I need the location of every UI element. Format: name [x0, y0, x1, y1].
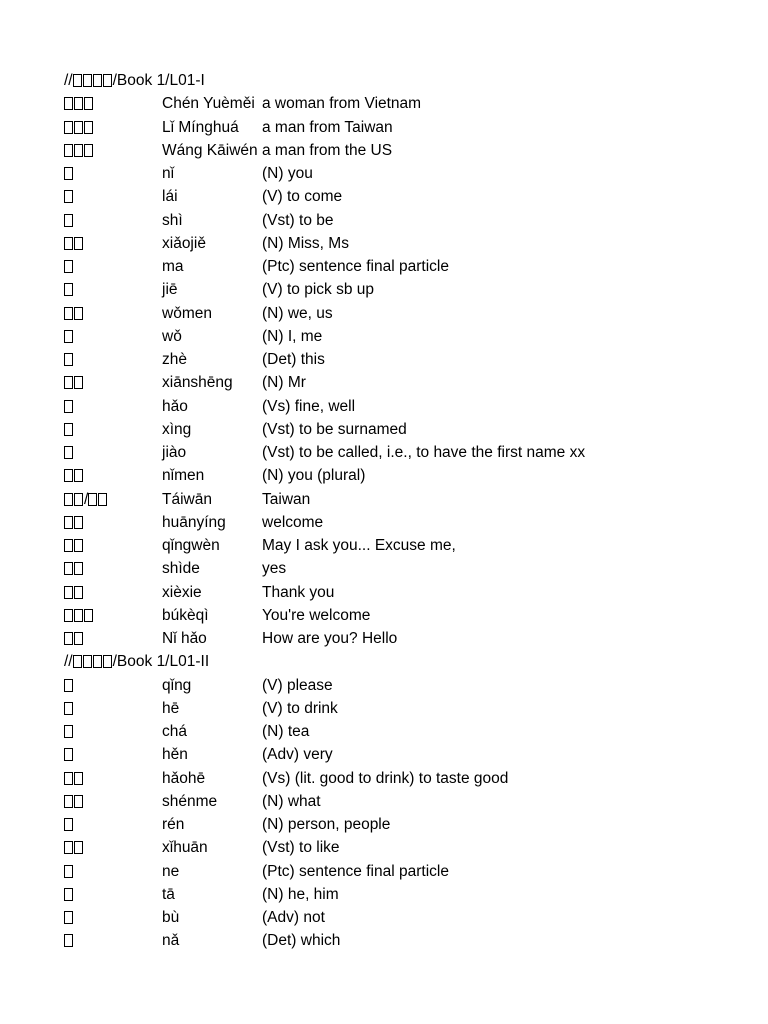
missing-glyph-box	[64, 190, 73, 203]
missing-glyph-box	[64, 493, 73, 506]
vocab-row	[64, 371, 744, 394]
pinyin-cell: Lǐ Mínghuá	[162, 118, 239, 136]
missing-glyph-box	[64, 911, 73, 924]
meaning-cell: (Vs) (lit. good to drink) to taste good	[262, 769, 509, 787]
meaning-cell: (Ptc) sentence final particle	[262, 258, 449, 275]
missing-glyph-box	[64, 353, 73, 366]
hanzi-cell	[64, 209, 74, 232]
meaning-cell: (Det) this	[262, 351, 325, 368]
pinyin-cell: bù	[162, 909, 180, 926]
vocab-row	[64, 488, 744, 511]
section-header	[64, 650, 744, 673]
meaning-cell: (V) to drink	[262, 699, 338, 717]
missing-glyph-box	[64, 865, 73, 878]
vocab-row	[64, 697, 744, 720]
vocab-row	[64, 92, 744, 115]
pinyin-cell: zhè	[162, 351, 187, 368]
vocab-row	[64, 883, 744, 906]
missing-glyph-box	[74, 144, 83, 157]
vocab-row	[64, 441, 744, 464]
hanzi-cell	[64, 534, 84, 557]
vocab-row	[64, 325, 744, 348]
hanzi-cell	[64, 302, 84, 325]
hanzi-cell	[64, 860, 74, 883]
meaning-cell: (N) you	[262, 165, 313, 182]
pinyin-cell: búkèqì	[162, 606, 209, 624]
hanzi-cell	[64, 371, 84, 394]
hanzi-cell	[64, 906, 74, 929]
vocab-row	[64, 674, 744, 697]
section-header-prefix: //	[64, 72, 73, 89]
vocab-row	[64, 720, 744, 743]
vocab-row	[64, 534, 744, 557]
missing-glyph-box	[64, 423, 73, 436]
missing-glyph-box	[98, 493, 107, 506]
missing-glyph-box	[74, 632, 83, 645]
pinyin-cell: xièxie	[162, 583, 202, 601]
hanzi-cell	[64, 697, 74, 720]
hanzi-cell	[64, 441, 74, 464]
missing-glyph-box	[64, 934, 73, 947]
vocab-row	[64, 139, 744, 162]
hanzi-cell	[64, 278, 74, 301]
vocab-row	[64, 302, 744, 325]
hanzi-cell	[64, 139, 94, 162]
missing-glyph-box	[64, 97, 73, 110]
hanzi-cell	[64, 92, 94, 115]
hanzi-cell	[64, 883, 74, 906]
hanzi-cell	[64, 813, 74, 836]
hanzi-cell	[64, 767, 84, 790]
hanzi-cell	[64, 162, 74, 185]
missing-glyph-box	[64, 260, 73, 273]
hanzi-cell	[64, 604, 94, 627]
meaning-cell: a man from the US	[262, 141, 393, 159]
missing-glyph-box	[84, 609, 93, 622]
section-header-prefix: //	[64, 653, 73, 671]
missing-glyph-box	[74, 97, 83, 110]
pinyin-cell: rén	[162, 816, 185, 833]
meaning-cell: (Vs) fine, well	[262, 397, 356, 415]
vocab-row	[64, 743, 744, 766]
vocab-row	[64, 813, 744, 836]
missing-glyph-box	[74, 795, 83, 808]
meaning-cell: (Det) which	[262, 932, 341, 950]
meaning-cell: (Vst) to be surnamed	[262, 420, 407, 438]
meaning-cell: (Vst) to like	[262, 839, 340, 857]
meaning-cell: (N) we, us	[262, 304, 333, 322]
vocab-row	[64, 627, 744, 650]
vocabulary-page	[64, 69, 744, 953]
hanzi-cell	[64, 116, 94, 139]
pinyin-cell: hǎo	[162, 397, 188, 415]
hanzi-cell	[64, 511, 84, 534]
pinyin-cell: jiào	[162, 444, 187, 461]
pinyin-cell: ma	[162, 258, 184, 275]
missing-glyph-box	[64, 539, 73, 552]
pinyin-cell: hē	[162, 699, 180, 717]
pinyin-cell: Táiwān	[162, 490, 212, 508]
missing-glyph-box	[64, 586, 73, 599]
meaning-cell: a woman from Vietnam	[262, 95, 422, 113]
missing-glyph-box	[64, 679, 73, 692]
hanzi-cell	[64, 720, 74, 743]
missing-glyph-box	[74, 376, 83, 389]
missing-glyph-box	[64, 702, 73, 715]
pinyin-cell: qǐng	[162, 676, 192, 694]
meaning-cell: (Ptc) sentence final particle	[262, 862, 449, 880]
vocab-row	[64, 278, 744, 301]
hanzi-cell	[64, 488, 108, 511]
missing-glyph-box	[93, 74, 102, 87]
pinyin-cell: Nǐ hǎo	[162, 630, 207, 647]
meaning-cell: You're welcome	[262, 606, 371, 624]
pinyin-cell: nǎ	[162, 932, 180, 950]
missing-glyph-box	[64, 167, 73, 180]
missing-glyph-box	[74, 772, 83, 785]
hanzi-cell	[64, 581, 84, 604]
meaning-cell: (Vst) to be called, i.e., to have the first name xx	[262, 444, 586, 461]
pinyin-cell: huānyíng	[162, 513, 226, 531]
meaning-cell: (N) you (plural)	[262, 467, 366, 485]
missing-glyph-box	[103, 74, 112, 87]
missing-glyph-box	[64, 283, 73, 296]
vocab-row	[64, 185, 744, 208]
vocab-row	[64, 511, 744, 534]
section-header-suffix: /Book 1/L01-I	[112, 72, 205, 89]
missing-glyph-box	[74, 539, 83, 552]
meaning-cell: (N) tea	[262, 723, 310, 740]
vocab-row	[64, 464, 744, 487]
missing-glyph-box	[64, 400, 73, 413]
vocab-row	[64, 232, 744, 255]
pinyin-cell: wǒmen	[162, 304, 212, 322]
missing-glyph-box	[64, 632, 73, 645]
section-header-suffix: /Book 1/L01-II	[112, 653, 210, 671]
vocab-row	[64, 767, 744, 790]
pinyin-cell: xìng	[162, 420, 192, 438]
vocab-row	[64, 581, 744, 604]
missing-glyph-box	[83, 655, 92, 668]
pinyin-cell: wǒ	[162, 327, 182, 345]
missing-glyph-box	[64, 841, 73, 854]
missing-glyph-box	[74, 121, 83, 134]
missing-glyph-box	[74, 562, 83, 575]
missing-glyph-box	[64, 446, 73, 459]
vocab-row	[64, 557, 744, 580]
missing-glyph-box	[64, 748, 73, 761]
section-header	[64, 69, 744, 92]
missing-glyph-box	[64, 237, 73, 250]
missing-glyph-box	[64, 144, 73, 157]
vocab-row	[64, 255, 744, 278]
missing-glyph-box	[83, 74, 92, 87]
missing-glyph-box	[84, 144, 93, 157]
pinyin-cell: qǐngwèn	[162, 537, 220, 554]
pinyin-cell: tā	[162, 885, 175, 903]
vocab-row	[64, 906, 744, 929]
meaning-cell: (N) person, people	[262, 816, 391, 833]
pinyin-cell: Wáng Kāiwén	[162, 141, 258, 159]
missing-glyph-box	[74, 841, 83, 854]
pinyin-cell: ne	[162, 862, 180, 880]
missing-glyph-box	[74, 493, 83, 506]
meaning-cell: (V) to come	[262, 188, 343, 206]
pinyin-cell: Chén Yuèměi	[162, 95, 255, 113]
meaning-cell: (N) I, me	[262, 327, 323, 345]
pinyin-cell: nǐmen	[162, 467, 205, 485]
meaning-cell: (N) Mr	[262, 374, 306, 392]
missing-glyph-box	[64, 888, 73, 901]
vocab-row	[64, 348, 744, 371]
missing-glyph-box	[84, 121, 93, 134]
meaning-cell: (V) please	[262, 676, 333, 694]
meaning-cell: (Adv) very	[262, 746, 333, 764]
vocab-row	[64, 929, 744, 952]
hanzi-cell	[64, 557, 84, 580]
pinyin-cell: hěn	[162, 746, 188, 764]
missing-glyph-box	[74, 609, 83, 622]
missing-glyph-box	[64, 772, 73, 785]
missing-glyph-box	[64, 376, 73, 389]
missing-glyph-box	[74, 237, 83, 250]
vocab-row	[64, 860, 744, 883]
missing-glyph-box	[64, 516, 73, 529]
pinyin-cell: jiē	[162, 281, 178, 299]
vocab-row	[64, 418, 744, 441]
missing-glyph-box	[64, 818, 73, 831]
pinyin-cell: shénme	[162, 792, 218, 810]
pinyin-cell: xiānshēng	[162, 374, 233, 392]
missing-glyph-box	[73, 74, 82, 87]
hanzi-cell	[64, 418, 74, 441]
alt-separator: /	[84, 490, 89, 508]
meaning-cell: (Adv) not	[262, 909, 325, 926]
hanzi-cell	[64, 743, 74, 766]
pinyin-cell: shì	[162, 211, 183, 229]
missing-glyph-box	[74, 469, 83, 482]
vocab-row	[64, 790, 744, 813]
hanzi-cell	[64, 627, 84, 650]
missing-glyph-box	[73, 655, 82, 668]
meaning-cell: May I ask you... Excuse me,	[262, 537, 456, 554]
meaning-cell: (N) Miss, Ms	[262, 234, 349, 252]
missing-glyph-box	[74, 586, 83, 599]
missing-glyph-box	[64, 330, 73, 343]
hanzi-cell	[64, 929, 74, 952]
missing-glyph-box	[64, 562, 73, 575]
hanzi-cell	[64, 255, 74, 278]
meaning-cell: (Vst) to be	[262, 211, 334, 229]
missing-glyph-box	[64, 725, 73, 738]
pinyin-cell: xǐhuān	[162, 839, 208, 857]
hanzi-cell	[64, 325, 74, 348]
vocab-row	[64, 209, 744, 232]
hanzi-cell	[64, 464, 84, 487]
missing-glyph-box	[64, 609, 73, 622]
hanzi-cell	[64, 185, 74, 208]
hanzi-cell	[64, 674, 74, 697]
meaning-cell: Thank you	[262, 583, 335, 601]
missing-glyph-box	[64, 214, 73, 227]
missing-glyph-box	[103, 655, 112, 668]
missing-glyph-box	[64, 469, 73, 482]
pinyin-cell: xiǎojiě	[162, 234, 206, 252]
hanzi-cell	[64, 790, 84, 813]
meaning-cell: (N) what	[262, 792, 321, 810]
meaning-cell: yes	[262, 560, 287, 578]
pinyin-cell: hǎohē	[162, 769, 206, 787]
hanzi-cell	[64, 348, 74, 371]
pinyin-cell: shìde	[162, 560, 200, 578]
missing-glyph-box	[64, 121, 73, 134]
vocab-row	[64, 395, 744, 418]
missing-glyph-box	[84, 97, 93, 110]
pinyin-cell: chá	[162, 723, 187, 740]
missing-glyph-box	[64, 795, 73, 808]
meaning-cell: (N) he, him	[262, 885, 339, 903]
meaning-cell: a man from Taiwan	[262, 118, 393, 136]
hanzi-cell	[64, 836, 84, 859]
vocab-row	[64, 604, 744, 627]
missing-glyph-box	[64, 307, 73, 320]
missing-glyph-box	[74, 307, 83, 320]
pinyin-cell: lái	[162, 188, 178, 206]
vocab-row	[64, 836, 744, 859]
missing-glyph-box	[74, 516, 83, 529]
pinyin-cell: nǐ	[162, 165, 175, 182]
vocab-row	[64, 116, 744, 139]
meaning-cell: Taiwan	[262, 490, 311, 508]
meaning-cell: How are you? Hello	[262, 630, 398, 647]
missing-glyph-box	[93, 655, 102, 668]
vocab-row	[64, 162, 744, 185]
meaning-cell: welcome	[262, 513, 324, 531]
missing-glyph-box	[88, 493, 97, 506]
hanzi-cell	[64, 232, 84, 255]
hanzi-cell	[64, 395, 74, 418]
meaning-cell: (V) to pick sb up	[262, 281, 374, 299]
